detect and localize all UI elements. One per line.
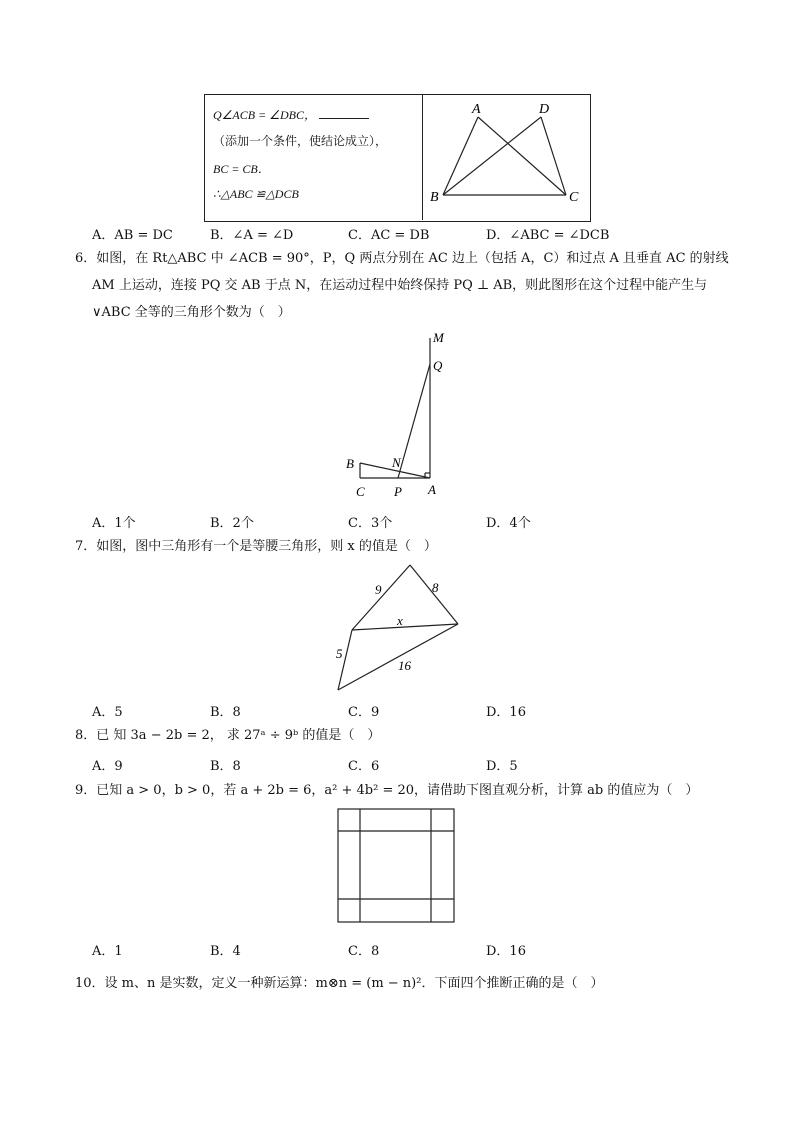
q8-option-c[interactable]: C．6	[348, 759, 380, 774]
q9-option-c[interactable]: C．8	[348, 944, 380, 959]
q9-option-b[interactable]: B．4	[210, 944, 241, 959]
q6-option-c[interactable]: C．3个	[348, 516, 393, 531]
q8-option-d[interactable]: D．5	[486, 759, 518, 774]
q8-stem: 8．已 知 3a − 2b = 2， 求 27ᵃ ÷ 9ᵇ 的值是（ ）	[75, 728, 381, 743]
q8-option-a[interactable]: A．9	[92, 759, 123, 774]
q5-box-line3: BC = CB．	[213, 162, 270, 176]
q5-label-a: A	[472, 102, 481, 117]
q7-label-8: 8	[432, 580, 439, 595]
q5-label-b: B	[430, 190, 439, 205]
q6-stem-line1: 6．如图，在 Rt△ABC 中 ∠ACB = 90°，P，Q 两点分别在 AC 边上（包括 A，C）和过点 A 且垂直 AC 的射线	[75, 251, 729, 266]
q7-option-c[interactable]: C．9	[348, 705, 380, 720]
q5-label-d: D	[539, 102, 550, 117]
q6-label-p: P	[394, 484, 402, 499]
q6-stem-line2: AM 上运动，连接 PQ 交 AB 于点 N，在运动过程中始终保持 PQ ⊥ AB，则此图形在这个过程中能产生与	[92, 278, 708, 293]
q10-stem: 10．设 m、n 是实数，定义一种新运算：m⊗n = (m − n)²．下面四个推断正确的是（ ）	[75, 976, 604, 991]
q5-label-c: C	[569, 190, 579, 205]
q9-square-figure	[337, 808, 457, 925]
q6-label-a: A	[428, 482, 436, 497]
q5-box-line1: Q∠ACB = ∠DBC，	[213, 106, 369, 123]
q7-label-5: 5	[336, 646, 343, 661]
q6-option-a[interactable]: A．1个	[92, 516, 136, 531]
q9-option-a[interactable]: A．1	[92, 944, 123, 959]
q6-label-n: N	[392, 455, 401, 470]
q6-seg-pq	[398, 364, 430, 478]
q5-option-b[interactable]: B．∠A = ∠D	[210, 228, 294, 243]
q7-label-16: 16	[398, 658, 411, 673]
q8-option-b[interactable]: B．8	[210, 759, 241, 774]
q6-label-m: M	[433, 330, 444, 345]
q5-box-line2: （添加一个条件，使结论成立），	[213, 134, 388, 148]
q5-seg-ab	[443, 117, 478, 195]
q6-label-c: C	[356, 484, 365, 499]
q5-option-a[interactable]: A．AB = DC	[92, 228, 173, 243]
q6-label-q: Q	[433, 358, 443, 373]
q9-outer-square	[338, 809, 454, 922]
q7-label-x: x	[397, 613, 403, 628]
q6-stem-line3: ∨ABC 全等的三角形个数为（ ）	[92, 305, 291, 320]
q5-option-d[interactable]: D．∠ABC = ∠DCB	[486, 228, 610, 243]
q5-option-c[interactable]: C．AC = DB	[348, 228, 430, 243]
q7-label-9: 9	[375, 582, 382, 597]
q7-stem: 7．如图，图中三角形有一个是等腰三角形，则 x 的值是（ ）	[75, 539, 437, 554]
q7-figure	[330, 560, 470, 695]
q6-label-b: B	[346, 456, 354, 471]
q9-option-d[interactable]: D．16	[486, 944, 526, 959]
q7-option-a[interactable]: A．5	[92, 705, 123, 720]
q7-option-d[interactable]: D．16	[486, 705, 526, 720]
q6-option-d[interactable]: D．4个	[486, 516, 531, 531]
q6-figure	[330, 328, 460, 503]
q9-stem: 9．已知 a > 0，b > 0，若 a + 2b = 6，a² + 4b² = 20，请借助下图直观分析，计算 ab 的值应为（ ）	[75, 783, 699, 798]
q6-option-b[interactable]: B．2个	[210, 516, 254, 531]
q7-option-b[interactable]: B．8	[210, 705, 241, 720]
q5-box-line4: ∴△ABC ≌△DCB	[213, 187, 299, 201]
q5-figure	[423, 95, 589, 220]
q7-side-x	[352, 624, 458, 630]
q7-side-16	[338, 624, 458, 690]
